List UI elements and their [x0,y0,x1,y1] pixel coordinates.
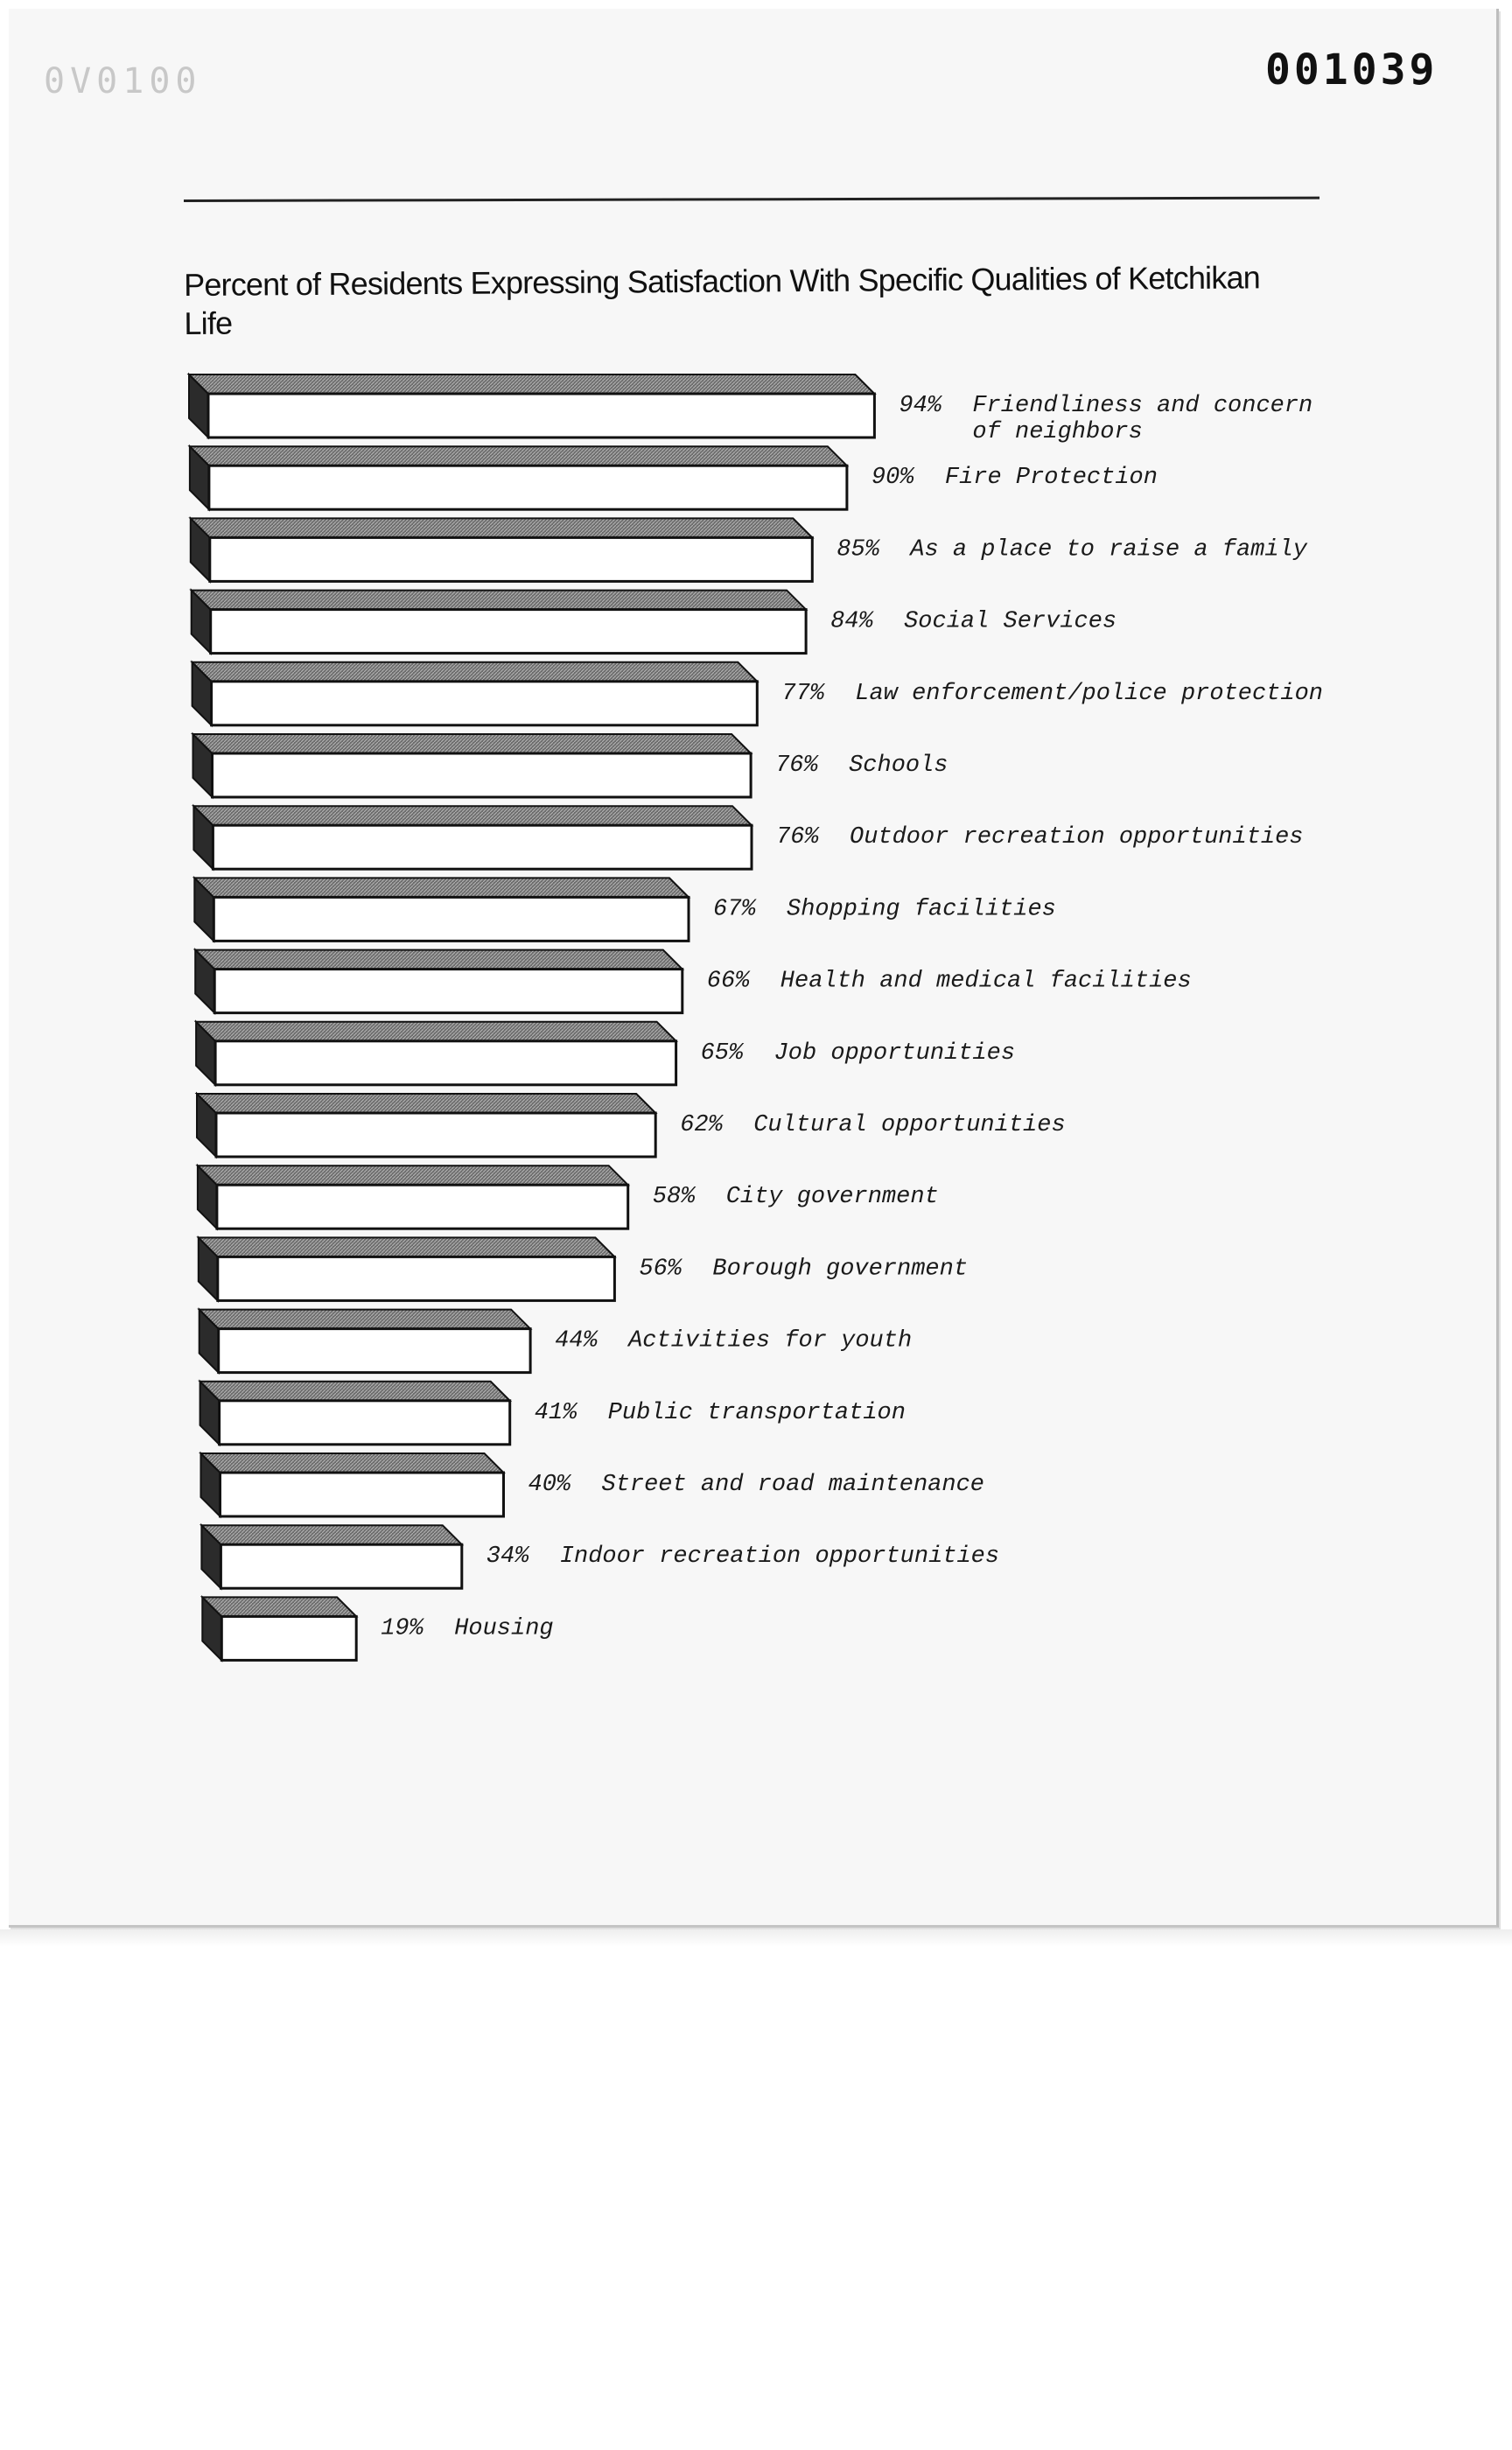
bar-category-label: Health and medical facilities [780,968,1192,995]
bar-face [220,1473,504,1516]
bar-top [197,1094,655,1113]
bar-15 [200,1382,510,1445]
bar-value-label: 19% [381,1615,424,1642]
bar-category-label: City government [725,1184,939,1211]
bar-value-label: 58% [652,1184,696,1211]
bar-value-label: 34% [486,1544,529,1571]
bar-category-label: Borough government [712,1256,969,1283]
bar-face [215,1041,676,1085]
bar-18 [202,1597,356,1660]
bar-category-label: Outdoor recreation opportunities [850,824,1304,851]
bar-top [192,662,758,682]
bar-3 [191,518,813,581]
bar-top [202,1597,356,1616]
bar-value-label: 77% [781,680,824,707]
bar-top [190,446,847,466]
bar-face [208,394,874,438]
bar-top [195,950,682,970]
bar-face [209,466,847,509]
bar-top [199,1237,615,1256]
bar-top [194,878,689,897]
bar-category-label: Schools [849,752,948,779]
bar-17 [201,1525,461,1588]
bar-category-label: Cultural opportunities [753,1112,1066,1138]
bar-top [196,1022,676,1041]
bar-face [218,1256,615,1300]
bar-face [214,970,682,1013]
bar-13 [199,1237,615,1300]
bar-10 [196,1022,676,1085]
bar-value-label: 94% [899,393,942,419]
bar-value-label: 56% [639,1256,682,1283]
faint-document-number: 0V0100 [44,61,202,102]
bar-category-label: Law enforcement/police protection [855,680,1323,707]
bar-14 [200,1310,530,1373]
bar-value-label: 41% [534,1399,578,1426]
bar-1 [189,374,874,438]
bar-top [198,1166,628,1185]
bar-face [217,1185,628,1228]
bar-4 [192,591,806,654]
bar-face [211,610,806,654]
bar-face [219,1329,530,1373]
bar-value-label: 65% [700,1040,744,1067]
bar-category-label: Street and road maintenance [601,1472,984,1498]
bar-top [200,1382,510,1401]
bar-category-label: As a place to raise a family [910,536,1307,564]
bar-8 [194,878,689,941]
bar-top [192,591,806,610]
bar-face [210,537,813,581]
bar-top [193,806,752,825]
bar-face [221,1616,356,1660]
bar-category-label: Public transportation [607,1399,906,1426]
bar-value-label: 90% [871,465,914,492]
bar-12 [198,1166,628,1228]
chart-title: Percent of Residents Expressing Satisfaction With Specific Qualities of Ketchikan Life [184,259,1261,341]
bar-face [216,1113,655,1157]
bar-6 [193,734,752,797]
bar-top [191,518,813,537]
bar-11 [197,1094,655,1157]
bar-9 [195,950,682,1013]
bar-5 [192,662,758,725]
bar-face [213,825,752,869]
bar-top [189,374,874,394]
bar-value-label: 76% [776,824,819,851]
bar-face [212,682,758,725]
bar-value-label: 67% [713,896,756,923]
bar-face [213,753,752,797]
bar-7 [193,806,752,869]
bar-value-label: 76% [775,752,818,779]
bar-category-label: Job opportunities [774,1040,1016,1067]
bars-group [189,374,1323,1660]
bar-top [201,1525,461,1544]
bar-category-label: Fire Protection [944,465,1158,492]
bar-face [220,1401,510,1445]
bar-value-label: 44% [555,1327,598,1354]
bar-value-label: 62% [680,1112,723,1138]
bar-category-label: Activities for youth [628,1327,913,1354]
bar-value-label: 85% [836,536,879,564]
bar-category-label: Social Services [904,608,1117,635]
bar-category-label: Shopping facilities [787,896,1056,923]
bar-value-label: 40% [528,1472,571,1498]
bar-2 [190,446,847,509]
document-number: 001039 [1265,46,1438,94]
bar-category-label: Indoor recreation opportunities [559,1544,1000,1571]
bar-top [193,734,752,753]
bar-top [200,1310,530,1329]
bar-face [220,1544,461,1588]
bar-category-label: of neighbors [972,419,1143,445]
bar-category-label: Housing [454,1615,554,1642]
bar-category-label: Friendliness and concern [972,393,1313,419]
bar-face [214,897,689,941]
bar-top [201,1453,504,1473]
bar-16 [201,1453,504,1516]
bar-value-label: 66% [706,968,750,995]
bar-value-label: 84% [830,608,873,635]
